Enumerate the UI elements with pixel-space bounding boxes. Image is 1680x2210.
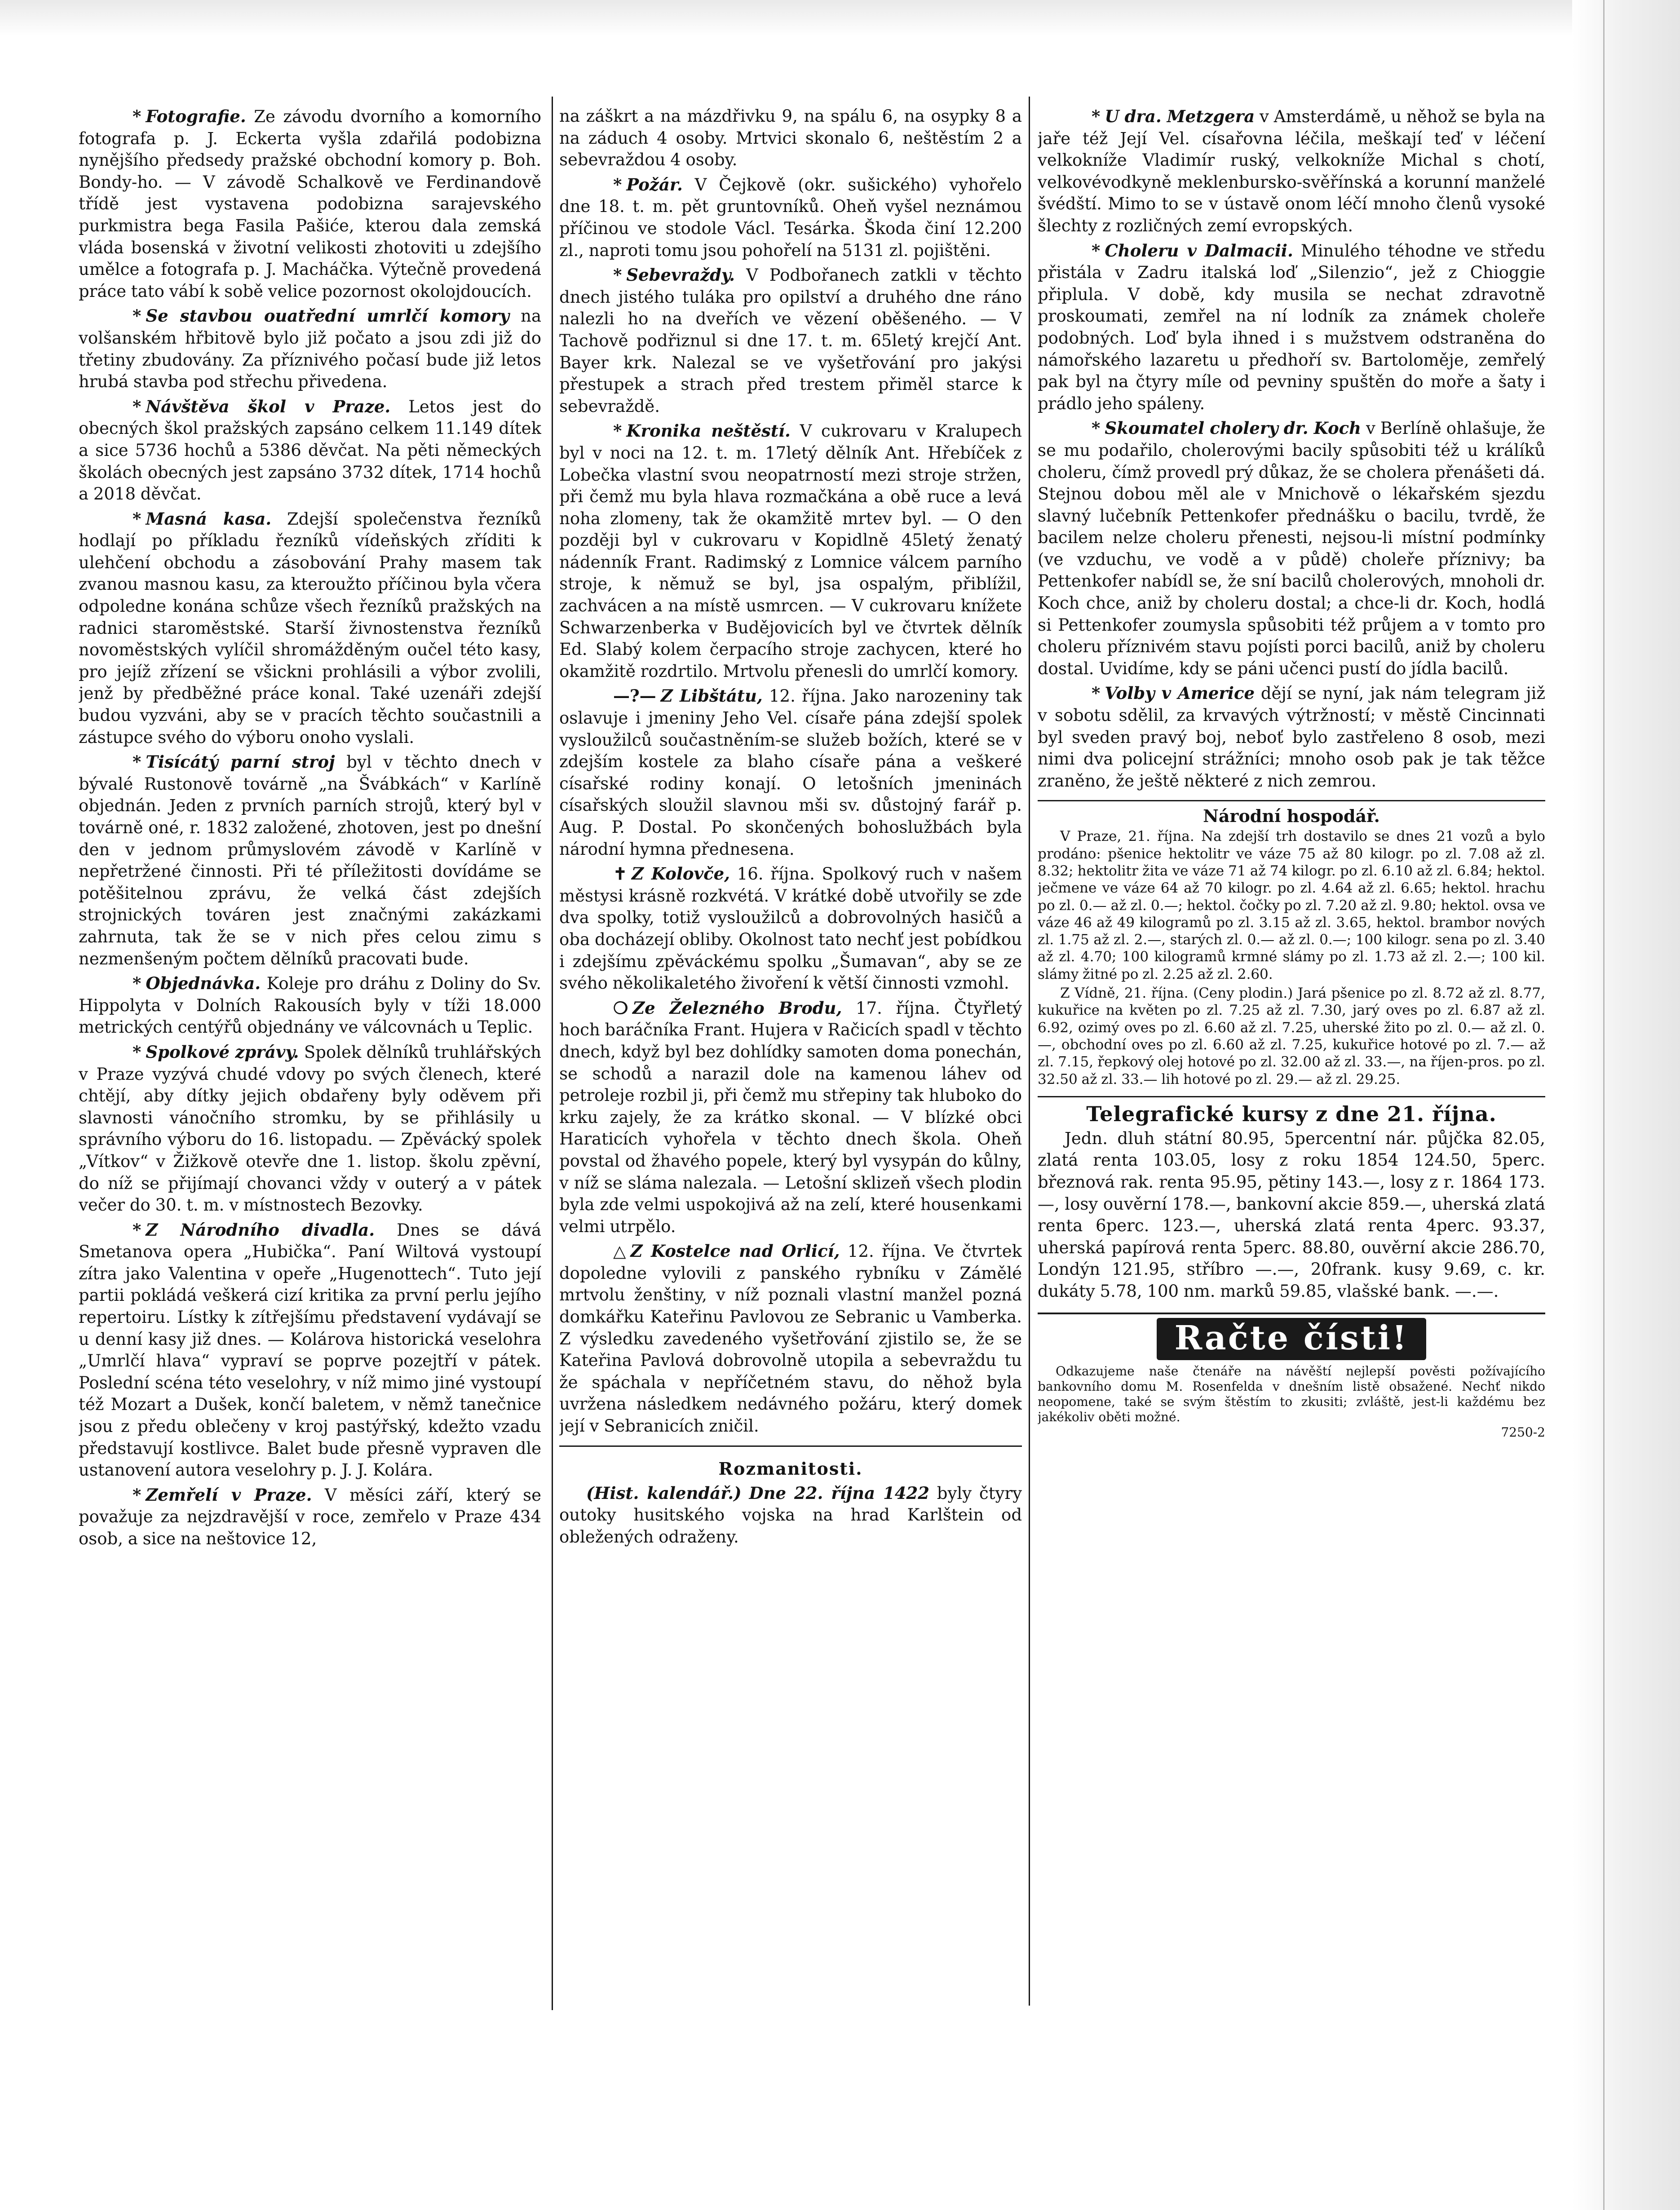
bullet-asterisk: * — [1092, 106, 1101, 126]
bullet-asterisk: * — [1092, 683, 1101, 703]
section-divider — [1038, 1096, 1545, 1097]
news-item-text: Koleje pro dráhu z Doliny do Sv. Hippolyta v Dolních Rakousích byly v tíži 18.000 metrických centýřů objednány ve válcovnách u Teplic. — [79, 974, 541, 1037]
news-item-text: Zdejší společenstva řezníků hodlají po příkladu řezníků vídeňských zříditi k ulehčení obchodu a zásobování Prahy masem tak zvanou masnou kasu, za kteroužto příčinou byla včera odpoledne konána schůze všech řezníků pražských na radnici staroměstské. Starší živnostenstva řezníků novoměstských vylíčil shromážděným oučel této kasy, pro jejíž zřízení se všickni prohlásili a výbor zvolili, jenž by předběžné práce konal. Také uzenáři zdejší budou vyzváni, aby se v pracích těchto součastnili a zástupce svého do výboru onoho vyslali. — [79, 509, 541, 747]
news-item-volby-amerika — [1038, 682, 1545, 792]
news-item-kronika-nestesti — [559, 420, 1022, 682]
news-item-heading: Kronika neštěstí. — [626, 421, 791, 441]
news-item-text: V cukrovaru v Kralupech byl v noci na 12. t. m. 17letý dělník Ant. Hřebíček z Lobečka vlastní svou neopatrností mezi stroje stržen, při čemž mu byla hlava rozmačkána a obě ruce a levá noha zlomeny, tak že okamžitě mrtev byl. — O den později byl v cukrovaru v Kopidlně 45letý ženatý nádenník Frant. Radimský z Lomnice válcem parního stroje, k němuž se byl, jsa ospalým, přiblížil, zachvácen a na místě usmrcen. — V cukrovaru knížete Schwarzenberka v Budějovicích byl ve čtvrtek dělník Ed. Slabý kolem čerpacího stroje zachycen, které ho okamžitě rozdrtilo. Mrtvolu přenesli do umrlčí komory. — [559, 421, 1022, 681]
bullet-asterisk: * — [1092, 418, 1101, 438]
news-item-fotografie — [79, 106, 541, 302]
cross-mark-icon: ✝ — [613, 864, 628, 884]
section-title-rozmanitosti: Rozmanitosti. — [718, 1458, 863, 1479]
news-item-objednavka — [79, 972, 541, 1039]
market-report-viden: Z Vídně, 21. října. (Ceny plodin.) Jará pšenice po zl. 8.72 až zl. 8.77, kukuřice na květen po zl. 7.25 až zl. 7.30, jarý oves po zl. 6.87 až zl. 6.92, ozimý oves po zl. 6.60 až zl. 7.25, uherské žito po zl. 0.— až zl. 0.—, obchodní oves po zl. 6.60 až zl. 7.25, kukuřice hotové po zl. 7.— až zl. 7.15, řepkový olej hotové po zl. 32.00 až zl. 33.—, na říjen-pros. po zl. 32.50 až zl. 33.— lih hotové po zl. 29.— až zl. 29.25. — [1038, 985, 1545, 1087]
news-item-heading: (Hist. kalendář.) — [586, 1483, 742, 1503]
bullet-asterisk: * — [133, 973, 141, 994]
market-report-praha: V Praze, 21. října. Na zdejší trh dostavilo se dnes 21 vozů a bylo prodáno: pšenice hektolitr ve váze 75 až 80 kilogr. po zl. 7.08 až zl. 8.32; hektolitr žita ve váze 71 až 74 kilogr. po zl. 6.10 až zl. 6.84; hektol. ječmene ve váze 64 až 70 kilogr. po zl. 4.64 až zl. 6.65; hektol. hrachu po zl. 0.— až zl. 0.—; hektol. čočky po zl. 7.20 až zl. 9.80; hektol. ovsa ve váze 46 až 49 kilogramů po zl. 3.15 až zl. 3.65, hektol. brambor nových zl. 1.75 až zl. 2.—, starých zl. 0.— až zl. 0.—; 100 kilogr. sena po zl. 3.40 až zl. 4.70; 100 kilogramů krmné slámy po zl. 1.73 až zl. 2.—; 100 kil. slámy žitné po zl. 2.25 až zl. 2.60. — [1038, 828, 1545, 982]
section-title-narodni-hospodar: Národní hospodář. — [1203, 806, 1380, 827]
news-item-z-kolovce — [559, 863, 1022, 994]
news-item-text: V měsíci září, který se považuje za nejzdravější v roce, zemřelo v Praze 434 osob, a sice na neštovice 12, — [79, 1485, 541, 1548]
news-column-2 — [559, 106, 1022, 2019]
news-item-heading: Sebevraždy. — [626, 265, 735, 285]
news-item-text: V Podbořanech zatkli v těchto dnech jistého tuláka pro opilství a druhého dne ráno nalezli ho na dveřích ve vězení oběšeného. — V Tachově podřiznul si dne 17. t. m. 65letý krejčí Ant. Bayer krk. Nalezal se ve vyšetřování pro jakýsi přestupek a strach před trestem přiměl starce k sebevraždě. — [559, 265, 1022, 416]
news-item-heading: Spolkové zprávy. — [146, 1042, 299, 1062]
advertisement — [1038, 1313, 1545, 1440]
news-item-pozar — [559, 174, 1022, 261]
news-item-sebevrazdy — [559, 264, 1022, 417]
bullet-asterisk: * — [133, 752, 141, 772]
news-item-text: dějí se nyní, jak nám telegram již v sobotu sdělil, za krvavých výtržností; v městě Cincinnati byl sveden pravý boj, neboť bylo zastřeleno 8 osob, mezi nimi dva policejní strážníci; mnoho osob pak je tak těžce zraněno, že ještě některé z nich zemrou. — [1038, 684, 1545, 791]
bullet-asterisk: * — [133, 1485, 141, 1505]
news-item-heading: Objednávka. — [146, 973, 261, 994]
advertisement-text: Odkazujeme naše čtenáře na návěští nejlepší pověsti požívajícího bankovního domu M. Rosenfelda v dnešním listě obsažené. Nechť nikdo neopomene, také se svým štěstím to zkusiti; zvláště, jest-li každému bez jakékoliv oběti možné. — [1038, 1363, 1545, 1424]
news-item-text: Minulého téhodne ve středu přistála v Zadru italská loď „Silenzio“, jež z Chioggie připlula. V době, kdy musila se nechat zdravotně proskoumati, zemřel na ní lodník za známek choleře podobných. Loď byla ihned i s mužstvem odstraněna do námořského lazaretu u předhoří sv. Bartoloměje, zemřelý pak byl na čtyry míle od pevniny spuštěn do moře a šaty i prádlo jeho spáleny. — [1038, 241, 1545, 413]
news-item-text: Spolek dělníků truhlářských v Praze vyzývá chudé vdovy po svých členech, které chtějí, aby dítky jejich obdařeny byly oděvem při slavnosti vánočního stromku, by se přihlásily u správního výboru do 16. listopadu. — Zpěvácký spolek „Vítkov“ v Žižkově otevře dne 1. listop. školu zpěvní, do níž se přijímají chovanci vždy v outerý a v pátek večer do 30. t. m. v místnostech Bezovky. — [79, 1042, 541, 1215]
news-item-text: byl v těchto dnech v bývalé Rustonově továrně „na Švábkách“ v Karlíně objednán. Jeden z prvních parních strojů, který byl v továrně oné, r. 1832 založené, zhotoven, jest po dnešní den v jednom průmyslovém závodě v Karlíně v nepřetržené činnosti. Při té příležitosti dovídáme se potěšitelnou zprávu, že velká část zdejších strojnických továren jest značnými zakázkami zahrnuta, tak že se v nich přes celou zimu s nezmenšeným počtem dělníků pracovati bude. — [79, 752, 541, 968]
news-item-text: V Čejkově (okr. sušického) vyhořelo dne 18. t. m. pět gruntovníků. Oheň vyšel neznámou příčinou ve stodole Václ. Tesárka. Škoda činí 12.200 zl., naproti tomu jsou pohořelí na 5131 zl. pojištěni. — [559, 175, 1022, 260]
news-item-text: v Berlíně ohlašuje, že se mu podařilo, cholerovými bacily spůsobiti též u králíků choleru, čímž provedl prý důkaz, že se cholera přenášeti dá. Stejnou dobou měl ale v Mnichově o lékařském sjezdu slavný lučebník Pettenkofer přednášku o bacilu, tvrdě, že bacilem nelze choleru přenesti, nejsou-li místní podmínky (ve vzduchu, ve vodě a v půdě) choleře příznivy; ba Pettenkofer nabídl se, že sní bacilů cholerových, mnoholi dr. Koch chce, aniž by choleru dostal; a chce-li dr. Koch, hodlá si Pettenkofer zoumysla spůsobiti též průjem a v tomto pro choleru příznivém stavu pojísti porci bacilů, aniž by choleru dostal. Uvidíme, kdy se páni učenci pustí do jídla bacilů. — [1038, 419, 1545, 678]
news-item-heading: Skoumatel cholery dr. Koch — [1105, 418, 1362, 438]
page-right-margin — [1572, 0, 1680, 2210]
news-item-dr-metzger — [1038, 106, 1545, 237]
news-item-heading: Choleru v Dalmacii. — [1105, 240, 1293, 261]
news-item-narodni-divadlo — [79, 1219, 541, 1481]
news-item-z-libstatu — [559, 685, 1022, 860]
news-item-zemreli — [79, 1484, 541, 1550]
triangle-mark-icon: △ — [613, 1241, 626, 1261]
news-item-navsteva-skol — [79, 396, 541, 505]
bullet-asterisk: * — [133, 1042, 141, 1062]
news-item-text: 12. října. Ve čtvrtek dopoledne vylovili z panského rybníku v Zámělé mrtvolu ženštiny, v níž poznali vlastní manžel pozná domkářku Kateřinu Pavlovou ze Sebranic u Vamberka. Z výsledku zavedeného vyšetřování zjistilo se, že se Kateřina Pavlová dobrovolně utopila a sebevraždu tu že spáchala v nepříčetném stavu, do něhož byla uvržena následkem nedávného požáru, který domek její v Sebranicích zničil. — [559, 1242, 1022, 1436]
news-item-heading: U dra. Metzgera — [1105, 106, 1255, 126]
news-item-heading: Požár. — [626, 174, 683, 194]
page-top-edge — [0, 0, 1680, 36]
bullet-asterisk: * — [613, 421, 622, 441]
news-item-text: Letos jest do obecných škol pražských zapsáno celkem 11.149 dítek a sice 5736 hochů a 5386 děvčat. Na pěti německých školách obecných jest zapsáno 3732 dítek, 1714 hochů a 2018 děvčat. — [79, 397, 541, 504]
news-item-dr-koch — [1038, 417, 1545, 680]
news-column-3 — [1038, 106, 1545, 2019]
bullet-asterisk: * — [133, 306, 141, 326]
news-item-heading: Návštěva škol v Praze. — [146, 396, 391, 416]
bullet-asterisk: * — [613, 174, 622, 194]
news-item-date: Dne 22. října 1422 — [749, 1483, 929, 1503]
news-item-masna-kasa — [79, 508, 541, 749]
section-divider — [559, 1445, 1022, 1447]
news-item-umrlci-komora — [79, 305, 541, 393]
news-item-z-kostelce — [559, 1240, 1022, 1437]
news-item-parni-stroj — [79, 751, 541, 970]
circle-mark-icon: ❍ — [613, 998, 628, 1018]
news-item-heading: Z Kolovče, — [632, 864, 730, 884]
news-item-spolkove-zpravy — [79, 1041, 541, 1216]
column-rule-left — [552, 97, 553, 2010]
news-item-heading: Z Národního divadla. — [146, 1220, 375, 1240]
news-item-heading: Se stavbou ouatřední umrlčí komory — [146, 306, 510, 326]
news-item-text: byly čtyry outoky husitského vojska na hrad Karlštein od obležených odraženy. — [559, 1483, 1022, 1547]
bullet-asterisk: * — [133, 508, 141, 529]
bullet-asterisk: * — [133, 1220, 141, 1240]
news-item-text: 12. října. Jako narozeniny tak oslavuje i jmeniny Jeho Vel. císaře pána zdejší spolek vysloužilců součastněním-se služeb božích, které se v zdejším kostele za blaho císaře pána a veškeré císařské rodiny konají. O letošních jmeninách císařských sloužil slavnou mši sv. důstojný farář p. Aug. P. Dostal. Po skončených bohoslužbách byla národní hymna přednesena. — [559, 686, 1022, 859]
section-divider — [1038, 800, 1545, 801]
advertisement-banner: Račte čísti! — [1157, 1318, 1427, 1360]
bullet-asterisk: * — [1092, 240, 1101, 261]
news-item-heading: Zemřelí v Praze. — [146, 1485, 312, 1505]
correspondent-mark: —?— — [613, 686, 656, 706]
news-item-ze-zelezneho-brodu — [559, 997, 1022, 1238]
news-item-heading: Z Libštátu, — [660, 686, 763, 706]
advertisement-number: 7250-2 — [1501, 1424, 1545, 1440]
page-fold-line — [1603, 0, 1605, 2210]
news-item-hist-kalendar — [559, 1482, 1022, 1548]
news-item-heading: Masná kasa. — [146, 508, 272, 529]
bullet-asterisk: * — [133, 396, 141, 416]
news-item-heading: Ze Železného Brodu, — [632, 998, 842, 1018]
news-item-text: Ze závodu dvorního a komorního fotografa p. J. Eckerta vyšla zdařilá podobizna nynějšího předsedy pražské obchodní komory p. Boh. Bondy-ho. — V závodě Schalkově ve Ferdinandově třídě jest vystavena podobizna sarajevského purkmistra bega Fasila Pašiće, kterou dala zemská vláda bosenská v životní velikosti zhotoviti u zdejšího umělce a fotografa p. J. Macháčka. Výtečně provedená práce tato vábí k sobě velice pozornost okolojdoucích. — [79, 107, 541, 301]
news-item-text: 17. října. Čtyřletý hoch baráčníka Frant. Hujera v Račicích spadl v těchto dnech, když byl bez dohlídky samoten doma ponechán, se schodů a narazil dole na kamenou láhev od petroleje rozbil ji, při čemž mu střepiny tak hluboko do krku zajely, že za krátko skonal. — V blízké obci Haraticích vyhořela v těchto dnech škola. Oheň povstal od žhavého popele, který byl vysypán do kůlny, v níž se sláma nalezala. — Letošní sklizeň všech plodin byla zde velmi uspokojivá až na zelí, které housenkami velmi utrpělo. — [559, 998, 1022, 1236]
exchange-rates-text: Jedn. dluh státní 80.95, 5percentní nár. půjčka 82.05, zlatá renta 103.05, losy z roku 1854 124.50, 5perc. březnová rak. renta 95.95, pětiny 143.—, losy z r. 1864 173.—, losy ouvěrní 178.—, bankovní akcie 859.—, uherská zlatá renta 6perc. 123.—, uherská zlatá renta 4perc. 93.37, uherská papírová renta 5perc. 88.80, ouvěrní akcie 286.70, Londýn 121.95, stříbro —.—, 20frank. kusy 9.69, c. kr. dukáty 5.78, 100 nm. marků 59.85, vlašské bank. —.—. — [1038, 1128, 1545, 1301]
news-item-cholera-dalmacie — [1038, 240, 1545, 415]
news-item-heading: Z Kostelce nad Orlicí, — [630, 1241, 840, 1261]
column-rule-right — [1029, 97, 1030, 2006]
news-item-text: na záškrt a na mázdřivku 9, na spálu 6, na osypky 8 a na záduch 4 osoby. Mrtvici skonalo 6, neštěstím 2 a sebevraždou 4 osoby. — [559, 106, 1022, 170]
bullet-asterisk: * — [133, 106, 141, 126]
news-item-heading: Tisícátý parní stroj — [146, 752, 335, 772]
news-item-heading: Fotografie. — [146, 106, 246, 126]
news-item-text: v Amsterdámě, u něhož se byla na jaře též Její Vel. císařovna léčila, meškají teď v léčení velkokníže Vladimír ruský, velkokníže Michal s chotí, velkovévodkyně meklenbursko-svěřínská a korunní manželé švédští. Mimo to se v ústavě onom léčí mnoho členů vysoké šlechty z rozličných zemí evropských. — [1038, 107, 1545, 235]
news-item-zemreli-continued — [559, 106, 1022, 171]
section-title-telegraficke-kursy: Telegrafické kursy z dne 21. října. — [1086, 1101, 1497, 1126]
news-item-text: na volšanském hřbitově bylo již počato a jsou zdi již do třetiny zbudovány. Za příznivého počasí bude již letos hrubá stavba pod střechu přivedena. — [79, 306, 541, 392]
news-item-text: Dnes se dává Smetanova opera „Hubička“. Paní Wiltová vystoupí zítra jako Valentina v opeře „Hugenottech“. Tuto její partii pokládá veškerá cizí kritika za první perlu jejího repertoiru. Lístky k zítřejšímu představení vydávají se u denní kasy již dnes. — Kolárova historická veselohra „Umrlčí hlava“ vypraví se poprve pozejtří v pátek. Poslední scéna této veselohry, v níž mimo jiné vystoupí též Mozart a Dušek, končí baletem, v němž tanečnice jsou z předu oblečeny v kroj pastýřský, kdežto vzadu představují kostlivce. Balet bude přesně vypraven dle ustanovení autora veselohry p. J. J. Kolára. — [79, 1220, 541, 1480]
news-item-text: 16. října. Spolkový ruch v našem městysi krásně rozkvétá. V krátké době utvořily se zde dva spolky, totiž vysloužilců a dobrovolných hasičů a oba docházejí obliby. Okolnost tato nechť jest pobídkou i zdejšímu zpěváckému spolku „Šumavan“, aby se ze svého několikaletého živoření k větší činnosti vzmohl. — [559, 864, 1022, 993]
bullet-asterisk: * — [613, 265, 622, 285]
news-column-1 — [79, 106, 541, 2019]
news-item-heading: Volby v Americe — [1105, 683, 1255, 703]
